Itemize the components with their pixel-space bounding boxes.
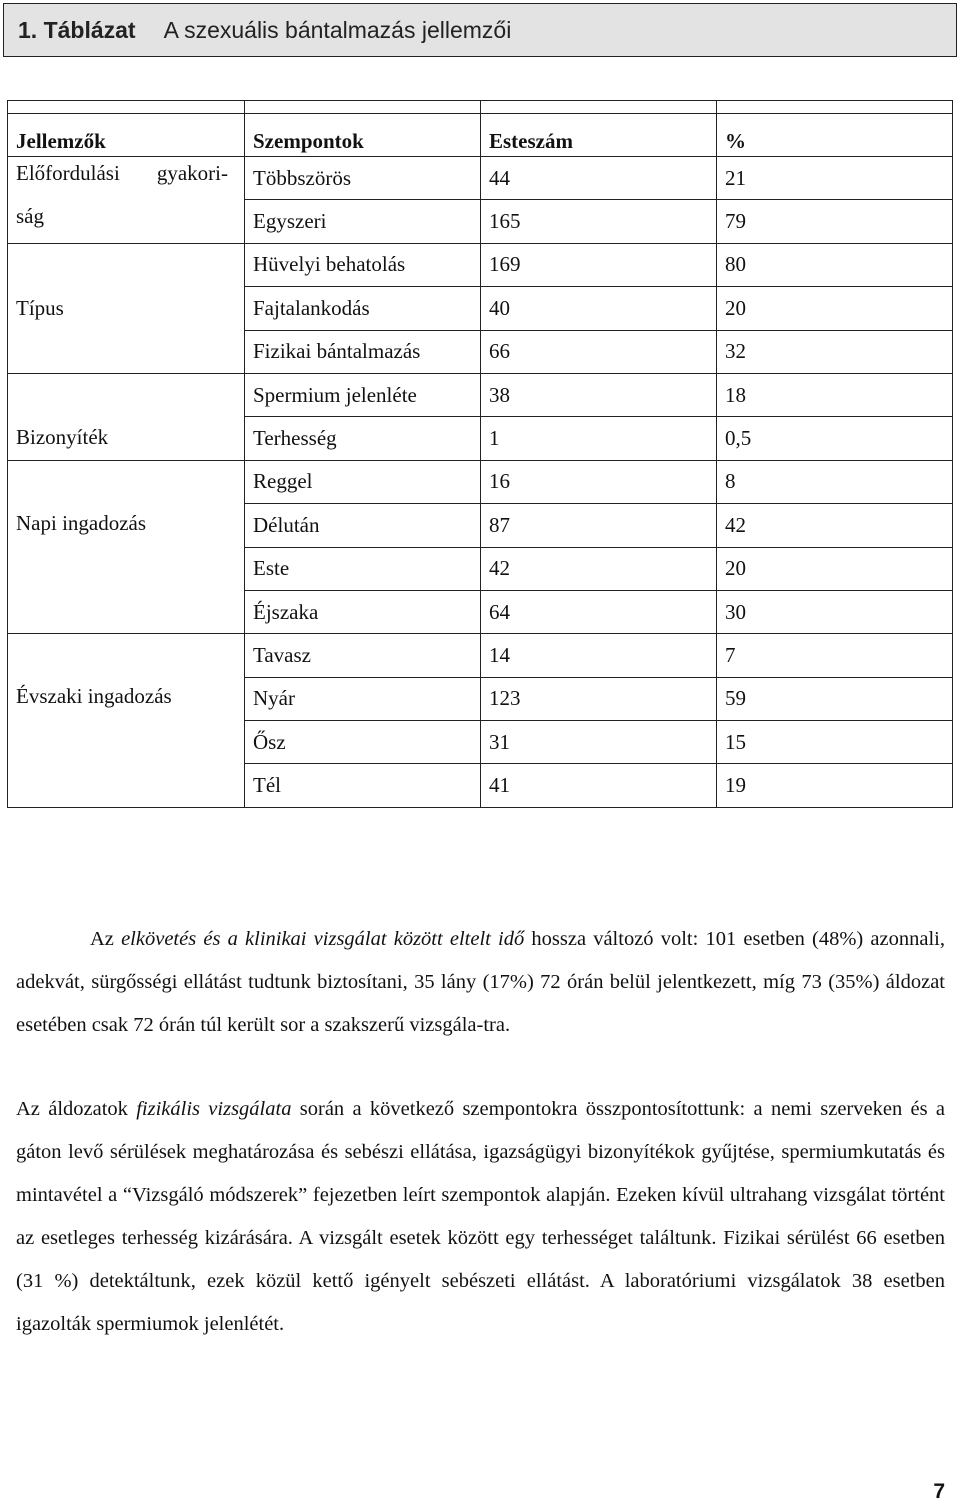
cell-percent: 15 <box>717 721 953 764</box>
cell-percent: 7 <box>717 634 953 677</box>
group-frequency-word1: Előfordulási <box>16 161 120 185</box>
cell-count: 38 <box>481 373 717 416</box>
group-evidence-label: Bizonyíték <box>16 424 109 449</box>
characteristics-table <box>7 100 953 808</box>
cell-percent: 80 <box>717 243 953 286</box>
group-daily-label: Napi ingadozás <box>16 510 147 535</box>
cell-aspect: Egyszeri <box>245 200 481 243</box>
cell-count: 31 <box>481 721 717 764</box>
cell-aspect: Éjszaka <box>245 590 481 633</box>
cell-aspect: Fizikai bántalmazás <box>245 330 481 373</box>
group-frequency <box>8 157 245 244</box>
cell-percent: 8 <box>717 460 953 503</box>
paragraph-text: Az <box>90 928 122 950</box>
paragraph-emphasis: fizikális vizsgálata <box>136 1098 292 1120</box>
cell-count: 14 <box>481 634 717 677</box>
cell-count: 87 <box>481 504 717 547</box>
header-count: Esteszám <box>481 114 717 157</box>
group-daily <box>8 460 245 634</box>
cell-aspect: Reggel <box>245 460 481 503</box>
paragraph-text: során a következő szempontokra összpontosítottunk: a nemi szerveken és a gáton levő sérülések meghatározása és sebészi ellátása, igazságügyi bizonyítékok gyűjtése, spermiumkutatás és mintavétel a “Vizsgáló módszerek” fejezetben leírt szempontok alapján. Ezeken kívül ultrahang vizsgálat történt az esetleges terhesség kizárására. A vizsgált esetek között egy terhességet találtunk. Fizikai sérülést 66 esetben (31 %) detektáltunk, ezek közül kettő igényelt sebészeti ellátást. A laboratóriumi vizsgálatok 38 esetben igazolták spermiumok jelenlétét. <box>16 1098 945 1335</box>
cell-count: 169 <box>481 243 717 286</box>
page-number: 7 <box>933 1480 945 1503</box>
table-row <box>8 460 953 503</box>
cell-count: 64 <box>481 590 717 633</box>
cell-percent: 18 <box>717 373 953 416</box>
group-evidence <box>8 373 245 460</box>
cell-percent: 42 <box>717 504 953 547</box>
header-feature: Jellemzők <box>8 114 245 157</box>
cell-count: 16 <box>481 460 717 503</box>
cell-percent: 20 <box>717 547 953 590</box>
cell-aspect: Ősz <box>245 721 481 764</box>
group-type: Típus <box>8 243 245 373</box>
cell-count: 66 <box>481 330 717 373</box>
cell-percent: 79 <box>717 200 953 243</box>
cell-percent: 19 <box>717 764 953 807</box>
cell-aspect: Fajtalankodás <box>245 287 481 330</box>
paragraph-physical-exam <box>16 1088 945 1346</box>
header-aspect: Szempontok <box>245 114 481 157</box>
cell-percent: 21 <box>717 157 953 200</box>
table-row <box>8 157 953 200</box>
table-row <box>8 373 953 416</box>
table-row <box>8 243 953 286</box>
cell-percent: 32 <box>717 330 953 373</box>
cell-aspect: Tél <box>245 764 481 807</box>
cell-count: 165 <box>481 200 717 243</box>
cell-aspect: Tavasz <box>245 634 481 677</box>
cell-count: 123 <box>481 677 717 720</box>
cell-aspect: Nyár <box>245 677 481 720</box>
cell-percent: 59 <box>717 677 953 720</box>
cell-aspect: Spermium jelenléte <box>245 373 481 416</box>
paragraph-text: hossza változó volt: 101 esetben (48%) azonnali, adekvát, sürgősségi ellátást tudtunk biztosítani, 35 lány (17%) 72 órán belül jelentkezett, míg 73 (35%) áldozat esetében csak 72 órán túl került sor a szakszerű vizsgála-tra. <box>16 928 945 1036</box>
group-frequency-word2: gyakori- <box>156 161 228 185</box>
cell-count: 44 <box>481 157 717 200</box>
header-percent: % <box>717 114 953 157</box>
cell-percent: 30 <box>717 590 953 633</box>
table-caption <box>3 3 957 57</box>
table-spacer-row <box>8 101 953 114</box>
paragraph-emphasis: elkövetés és a klinikai vizsgálat között eltelt idő <box>121 928 525 950</box>
cell-count: 42 <box>481 547 717 590</box>
group-seasonal-label: Évszaki ingadozás <box>16 684 172 709</box>
cell-aspect: Többszörös <box>245 157 481 200</box>
table-number: 1. Táblázat <box>18 16 136 43</box>
cell-aspect: Hüvelyi behatolás <box>245 243 481 286</box>
cell-count: 41 <box>481 764 717 807</box>
cell-aspect: Este <box>245 547 481 590</box>
cell-aspect: Terhesség <box>245 417 481 460</box>
cell-aspect: Délután <box>245 504 481 547</box>
cell-count: 40 <box>481 287 717 330</box>
table-header-row <box>8 114 953 157</box>
cell-percent: 20 <box>717 287 953 330</box>
table-title: A szexuális bántalmazás jellemzői <box>163 16 512 43</box>
paragraph-time-to-exam <box>16 918 945 1047</box>
group-seasonal <box>8 634 245 808</box>
group-frequency-word3: ság <box>16 204 44 228</box>
paragraph-text: Az áldozatok <box>16 1098 137 1120</box>
table-row <box>8 634 953 677</box>
cell-percent: 0,5 <box>717 417 953 460</box>
cell-count: 1 <box>481 417 717 460</box>
